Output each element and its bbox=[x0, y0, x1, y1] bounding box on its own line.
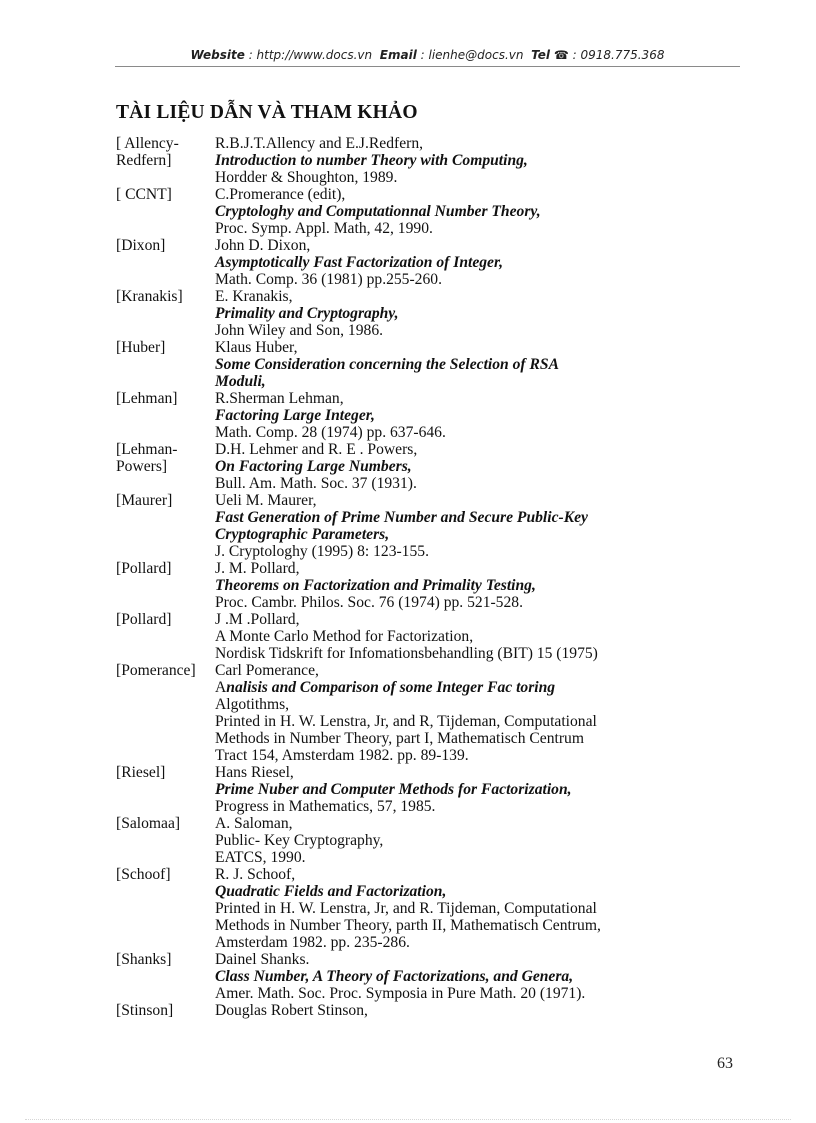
reference-line: Amsterdam 1982. pp. 235-286. bbox=[215, 934, 410, 951]
reference-line: John Wiley and Son, 1986. bbox=[215, 322, 384, 339]
reference-title-line: Prime Nuber and Computer Methods for Factorization, bbox=[215, 781, 572, 798]
reference-line: Douglas Robert Stinson, bbox=[215, 1002, 368, 1019]
reference-body bbox=[215, 866, 716, 951]
reference-body bbox=[215, 339, 716, 390]
reference-line: Methods in Number Theory, parth II, Mathematisch Centrum, bbox=[215, 917, 601, 934]
tel-label: Tel bbox=[531, 48, 551, 62]
reference-key-line: [Maurer] bbox=[116, 492, 173, 509]
reference-key-line: [Lehman- bbox=[116, 441, 178, 458]
reference-line: Progress in Mathematics, 57, 1985. bbox=[215, 798, 436, 815]
reference-line: Public- Key Cryptography, bbox=[215, 832, 384, 849]
reference-line: Hans Riesel, bbox=[215, 764, 294, 781]
reference-line: Bull. Am. Math. Soc. 37 (1931). bbox=[215, 475, 417, 492]
website-label: Website bbox=[190, 48, 245, 62]
reference-entry bbox=[116, 560, 716, 611]
reference-key-line: Powers] bbox=[116, 458, 168, 475]
reference-key bbox=[116, 764, 215, 815]
reference-line: J .M .Pollard, bbox=[215, 611, 300, 628]
reference-line: E. Kranakis, bbox=[215, 288, 293, 305]
reference-line: Tract 154, Amsterdam 1982. pp. 89-139. bbox=[215, 747, 469, 764]
reference-body bbox=[215, 441, 716, 492]
reference-body bbox=[215, 1002, 716, 1019]
reference-entry bbox=[116, 339, 716, 390]
reference-line: R.Sherman Lehman, bbox=[215, 390, 344, 407]
reference-key-line: [ CCNT] bbox=[116, 186, 172, 203]
reference-key bbox=[116, 288, 215, 339]
reference-line: J. M. Pollard, bbox=[215, 560, 300, 577]
website-value: : http://www.docs.vn bbox=[248, 48, 373, 62]
reference-key-line: [Lehman] bbox=[116, 390, 178, 407]
reference-key-line: [Stinson] bbox=[116, 1002, 174, 1019]
reference-key-line: [Kranakis] bbox=[116, 288, 183, 305]
reference-entry bbox=[116, 492, 716, 560]
reference-key bbox=[116, 135, 215, 186]
reference-key bbox=[116, 1002, 215, 1019]
reference-key-line: [Huber] bbox=[116, 339, 166, 356]
reference-title-line: Theorems on Factorization and Primality Testing, bbox=[215, 577, 536, 594]
reference-key-line: [Pollard] bbox=[116, 611, 172, 628]
reference-entry bbox=[116, 611, 716, 662]
reference-body bbox=[215, 764, 716, 815]
reference-title-line: Cryptologhy and Computationnal Number Theory, bbox=[215, 203, 541, 220]
email-label: Email bbox=[379, 48, 417, 62]
reference-entry bbox=[116, 288, 716, 339]
reference-title-line: Moduli, bbox=[215, 373, 266, 390]
reference-line: Math. Comp. 36 (1981) pp.255-260. bbox=[215, 271, 442, 288]
reference-key bbox=[116, 815, 215, 866]
reference-body bbox=[215, 237, 716, 288]
reference-body bbox=[215, 815, 716, 866]
reference-title-line: Cryptographic Parameters, bbox=[215, 526, 390, 543]
reference-key-line: [Riesel] bbox=[116, 764, 166, 781]
header-rule bbox=[115, 66, 740, 67]
reference-line: John D. Dixon, bbox=[215, 237, 311, 254]
reference-key-line: [Salomaa] bbox=[116, 815, 181, 832]
footer-dotted-line bbox=[25, 1119, 791, 1120]
page-number: 63 bbox=[717, 1055, 733, 1072]
reference-line: Nordisk Tidskrift for Infomationsbehandling (BIT) 15 (1975) bbox=[215, 645, 598, 662]
reference-line bbox=[215, 679, 716, 696]
page-header bbox=[115, 48, 740, 62]
reference-body bbox=[215, 288, 716, 339]
reference-key bbox=[116, 441, 215, 492]
reference-title-line: Class Number, A Theory of Factorizations, and Genera, bbox=[215, 968, 574, 985]
reference-key bbox=[116, 951, 215, 1002]
reference-line: R.B.J.T.Allency and E.J.Redfern, bbox=[215, 135, 424, 152]
reference-entry bbox=[116, 237, 716, 288]
reference-key-line: [Schoof] bbox=[116, 866, 171, 883]
reference-line: A. Saloman, bbox=[215, 815, 293, 832]
reference-line: R. J. Schoof, bbox=[215, 866, 296, 883]
reference-line: Proc. Cambr. Philos. Soc. 76 (1974) pp. 521-528. bbox=[215, 594, 523, 611]
reference-key-line: [Dixon] bbox=[116, 237, 166, 254]
reference-title-line: Introduction to number Theory with Computing, bbox=[215, 152, 528, 169]
reference-body bbox=[215, 662, 716, 764]
page-title: TÀI LIỆU DẪN VÀ THAM KHẢO bbox=[116, 102, 418, 123]
reference-key bbox=[116, 186, 215, 237]
reference-line: Methods in Number Theory, part I, Mathematisch Centrum bbox=[215, 730, 584, 747]
reference-line: Algotithms, bbox=[215, 696, 290, 713]
reference-entry bbox=[116, 135, 716, 186]
reference-list bbox=[116, 135, 716, 1019]
reference-title-line: On Factoring Large Numbers, bbox=[215, 458, 412, 475]
reference-key bbox=[116, 339, 215, 390]
reference-line: Dainel Shanks. bbox=[215, 951, 310, 968]
reference-key bbox=[116, 390, 215, 441]
reference-entry bbox=[116, 951, 716, 1002]
reference-body bbox=[215, 611, 716, 662]
reference-entry bbox=[116, 866, 716, 951]
reference-line: C.Promerance (edit), bbox=[215, 186, 346, 203]
reference-title-line: Quadratic Fields and Factorization, bbox=[215, 883, 447, 900]
reference-line: Amer. Math. Soc. Proc. Symposia in Pure Math. 20 (1971). bbox=[215, 985, 586, 1002]
reference-body bbox=[215, 135, 716, 186]
reference-key-line: [Pomerance] bbox=[116, 662, 196, 679]
reference-body bbox=[215, 492, 716, 560]
reference-entry bbox=[116, 764, 716, 815]
email-value: : lienhe@docs.vn bbox=[420, 48, 524, 62]
reference-key-line: [ Allency- bbox=[116, 135, 179, 152]
reference-line: Proc. Symp. Appl. Math, 42, 1990. bbox=[215, 220, 433, 237]
reference-line: Klaus Huber, bbox=[215, 339, 298, 356]
reference-key-line: [Pollard] bbox=[116, 560, 172, 577]
reference-line: J. Cryptologhy (1995) 8: 123-155. bbox=[215, 543, 429, 560]
reference-key bbox=[116, 560, 215, 611]
tel-value: : 0918.775.368 bbox=[572, 48, 665, 62]
reference-body bbox=[215, 560, 716, 611]
reference-line: Hordder & Shoughton, 1989. bbox=[215, 169, 398, 186]
reference-key bbox=[116, 492, 215, 560]
reference-title-line: Some Consideration concerning the Selection of RSA bbox=[215, 356, 559, 373]
reference-entry bbox=[116, 815, 716, 866]
phone-icon: ☎ bbox=[553, 48, 569, 62]
reference-title-line: Asymptotically Fast Factorization of Integer, bbox=[215, 254, 504, 271]
reference-key bbox=[116, 237, 215, 288]
reference-line: Ueli M. Maurer, bbox=[215, 492, 317, 509]
reference-line: Printed in H. W. Lenstra, Jr, and R, Tijdeman, Computational bbox=[215, 713, 597, 730]
reference-line: D.H. Lehmer and R. E . Powers, bbox=[215, 441, 418, 458]
reference-line: EATCS, 1990. bbox=[215, 849, 306, 866]
reference-line: A Monte Carlo Method for Factorization, bbox=[215, 628, 474, 645]
reference-key bbox=[116, 611, 215, 662]
reference-key bbox=[116, 866, 215, 951]
reference-line: Carl Pomerance, bbox=[215, 662, 319, 679]
reference-body bbox=[215, 390, 716, 441]
reference-line-text: nalisis and Comparison of some Integer Fac toring bbox=[226, 679, 556, 696]
reference-entry bbox=[116, 186, 716, 237]
reference-entry bbox=[116, 390, 716, 441]
reference-body bbox=[215, 951, 716, 1002]
reference-entry bbox=[116, 662, 716, 764]
reference-title-line: Primality and Cryptography, bbox=[215, 305, 399, 322]
reference-line: Printed in H. W. Lenstra, Jr, and R. Tijdeman, Computational bbox=[215, 900, 597, 917]
reference-entry bbox=[116, 441, 716, 492]
reference-key bbox=[116, 662, 215, 764]
reference-body bbox=[215, 186, 716, 237]
reference-key-line: Redfern] bbox=[116, 152, 172, 169]
reference-line: Math. Comp. 28 (1974) pp. 637-646. bbox=[215, 424, 446, 441]
reference-title-line: Fast Generation of Prime Number and Secure Public-Key bbox=[215, 509, 588, 526]
reference-line-lead: A bbox=[215, 679, 227, 696]
reference-title-line: Factoring Large Integer, bbox=[215, 407, 375, 424]
reference-key-line: [Shanks] bbox=[116, 951, 172, 968]
reference-entry bbox=[116, 1002, 716, 1019]
